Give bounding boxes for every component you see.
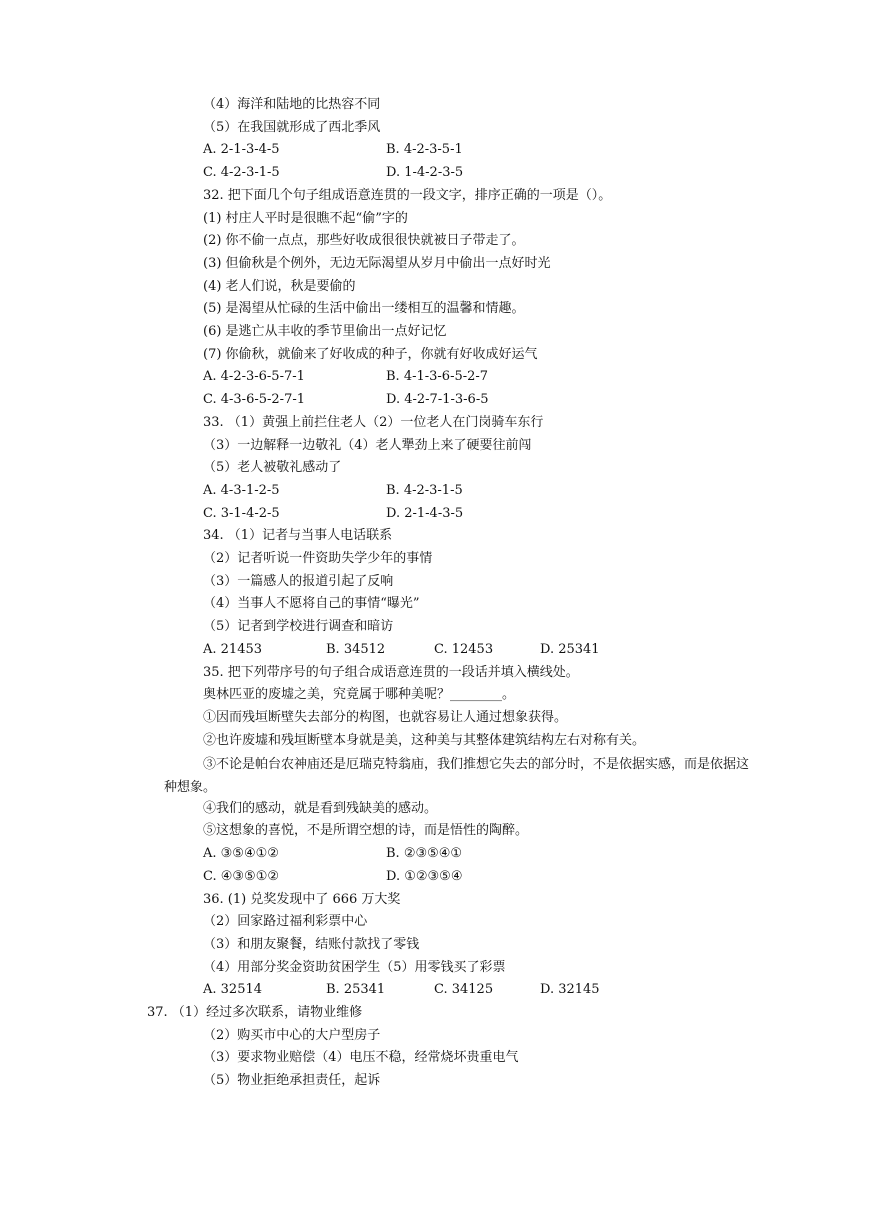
text-line: 奥林匹亚的废墟之美，究竟属于哪种美呢？________。 xyxy=(203,687,516,703)
answer-options-row xyxy=(203,868,751,886)
answer-option: A. ③⑤④①② xyxy=(203,846,279,862)
answer-option: A. 4-2-3-6-5-7-1 xyxy=(203,369,305,385)
answer-option: C. 34125 xyxy=(434,982,494,998)
text-line: （2）购买市中心的大户型房子 xyxy=(203,1027,381,1043)
text-line: 36. (1) 兑奖发现中了 666 万大奖 xyxy=(203,891,401,907)
text-line: ③不论是帕台农神庙还是厄瑞克特翁庙，我们推想它失去的部分时，不是依据实感，而是依据这种想象。 xyxy=(164,757,750,795)
text-line: （4）当事人不愿将自己的事情“曝光” xyxy=(203,596,420,612)
text-line: （2）回家路过福利彩票中心 xyxy=(203,914,368,930)
text-line: (1) 村庄人平时是很瞧不起“偷”字的 xyxy=(203,210,408,226)
text-line: ①因而残垣断壁失去部分的构图，也就容易让人通过想象获得。 xyxy=(203,709,568,725)
text-line: （5）物业拒绝承担责任，起诉 xyxy=(203,1073,381,1089)
text-line: （2）记者听说一件资助失学少年的事情 xyxy=(203,551,433,566)
text-line: （5）记者到学校进行调查和暗访 xyxy=(203,619,394,635)
text-line: （3）一篇感人的报道引起了反响 xyxy=(203,573,394,589)
text-line: （3）和朋友聚餐，结账付款找了零钱 xyxy=(203,936,420,952)
answer-option: A. 32514 xyxy=(203,982,263,998)
answer-options-row xyxy=(203,164,751,182)
answer-option: C. 4-3-6-5-2-7-1 xyxy=(203,392,306,408)
answer-option: B. 25341 xyxy=(326,982,386,998)
answer-options-row xyxy=(203,641,751,659)
text-line: 34. （1）记者与当事人电话联系 xyxy=(203,528,393,544)
answer-option: D. 1-4-2-3-5 xyxy=(386,165,464,181)
text-line: 35. 把下列带序号的句子组合成语意连贯的一段话并填入横线处。 xyxy=(203,664,579,680)
text-line: ②也许废墟和残垣断壁本身就是美，这种美与其整体建筑结构左右对称有关。 xyxy=(203,732,646,748)
answer-option: B. 4-1-3-6-5-2-7 xyxy=(386,369,489,385)
text-line: （5）在我国就形成了西北季风 xyxy=(203,119,381,135)
answer-options-row xyxy=(203,981,751,999)
answer-option: D. 2-1-4-3-5 xyxy=(386,505,464,521)
text-line: （5）老人被敬礼感动了 xyxy=(203,460,342,476)
question-line: 37. （1）经过多次联系，请物业维修 xyxy=(147,1005,363,1020)
text-line: （3）一边解释一边敬礼（4）老人犟劲上来了硬要往前闯 xyxy=(203,437,532,453)
answer-option: B. 34512 xyxy=(326,641,386,657)
answer-option: D. ①②③⑤④ xyxy=(386,868,463,884)
answer-options-row xyxy=(203,845,751,863)
answer-option: D. 4-2-7-1-3-6-5 xyxy=(386,392,489,408)
answer-option: C. ④③⑤①② xyxy=(203,868,280,884)
answer-option: D. 25341 xyxy=(540,641,600,657)
text-line: （3）要求物业赔偿（4）电压不稳，经常烧坏贵重电气 xyxy=(203,1050,519,1066)
text-line: (2) 你不偷一点点，那些好收成很很快就被日子带走了。 xyxy=(203,233,525,249)
text-line: (6) 是逃亡从丰收的季节里偷出一点好记忆 xyxy=(203,324,447,339)
answer-option: C. 12453 xyxy=(434,641,494,657)
answer-option: C. 3-1-4-2-5 xyxy=(203,505,280,521)
text-line: ⑤这想象的喜悦，不是所谓空想的诗，而是悟性的陶醉。 xyxy=(203,823,529,839)
text-line: ④我们的感动，就是看到残缺美的感动。 xyxy=(203,800,438,816)
answer-option: A. 4-3-1-2-5 xyxy=(203,482,280,498)
answer-options-row xyxy=(203,482,751,500)
answer-options-row xyxy=(203,368,751,386)
answer-option: B. ②③⑤④① xyxy=(386,846,463,862)
text-line: (5) 是渴望从忙碌的生活中偷出一缕相互的温馨和情趣。 xyxy=(203,301,525,317)
text-line: 32. 把下面几个句子组成语意连贯的一段文字，排序正确的一项是（）。 xyxy=(203,187,612,203)
text-line: （4）海洋和陆地的比热容不同 xyxy=(203,97,381,112)
text-line: (7) 你偷秋，就偷来了好收成的种子，你就有好收成好运气 xyxy=(203,346,538,362)
text-line: （4）用部分奖金资助贫困学生（5）用零钱买了彩票 xyxy=(203,959,506,975)
answer-options-row xyxy=(203,505,751,523)
answer-options-row xyxy=(203,141,751,159)
answer-option: B. 4-2-3-1-5 xyxy=(386,482,463,498)
answer-option: A. 21453 xyxy=(203,641,263,657)
answer-option: B. 4-2-3-5-1 xyxy=(386,142,463,158)
text-line: (3) 但偷秋是个例外，无边无际渴望从岁月中偷出一点好时光 xyxy=(203,255,551,271)
answer-option: A. 2-1-3-4-5 xyxy=(203,142,280,158)
answer-options-row xyxy=(203,391,751,409)
text-line: 33. （1）黄强上前拦住老人（2）一位老人在门岗骑车东行 xyxy=(203,414,544,430)
answer-option: D. 32145 xyxy=(540,982,600,998)
text-line: (4) 老人们说，秋是要偷的 xyxy=(203,278,356,294)
answer-option: C. 4-2-3-1-5 xyxy=(203,165,280,181)
